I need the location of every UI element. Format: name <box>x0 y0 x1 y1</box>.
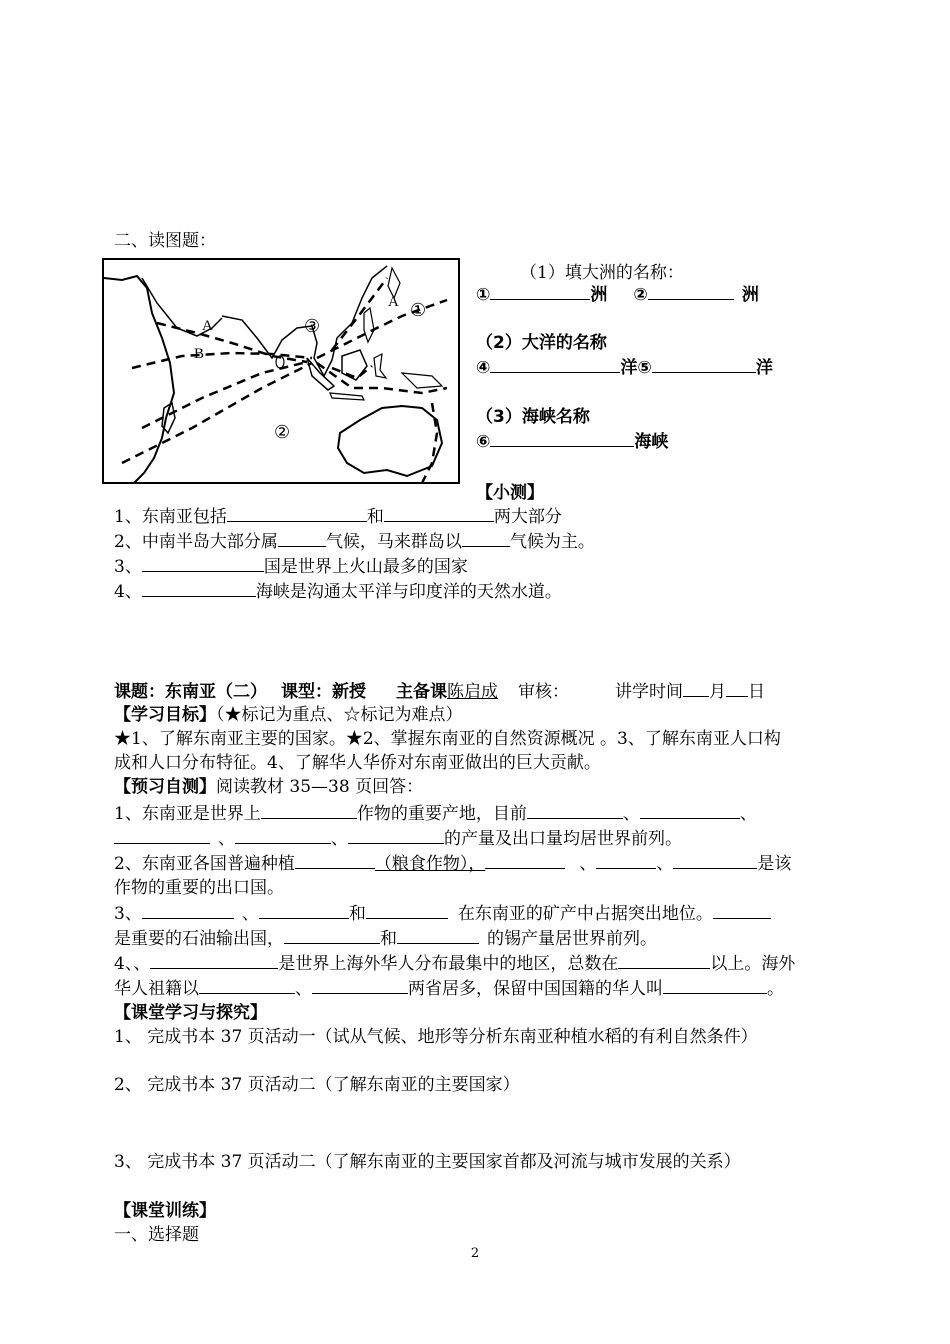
preview-blank[interactable] <box>114 827 210 844</box>
preview-blank[interactable] <box>640 802 740 819</box>
india-coast <box>222 316 312 358</box>
quiz-blank[interactable] <box>462 530 510 547</box>
preview-item-2b: 作物的重要的出口国。 <box>114 878 284 898</box>
month-blank[interactable] <box>683 680 709 697</box>
preview-item-1: 1、东南亚是世界上 作物的重要产地，目前 、 、 <box>114 804 757 824</box>
australia-shape <box>338 406 442 476</box>
question-1-title: （1）填大洲的名称： <box>520 263 684 283</box>
preview-blank[interactable] <box>485 852 565 869</box>
preview-item-1b: 、 、 的产量及出口量均居世界前列。 <box>114 827 682 850</box>
map-label-a2: A <box>388 294 399 310</box>
question-2-title: （2）大洋的名称 <box>476 333 607 353</box>
preview-blank[interactable] <box>259 902 349 919</box>
preview-blank[interactable] <box>284 927 380 944</box>
classroom-heading: 【课堂学习与探究】 <box>114 1003 267 1023</box>
day-blank[interactable] <box>726 680 748 697</box>
author-name: 陈启成 <box>447 682 498 702</box>
preview-blank[interactable] <box>348 827 444 844</box>
quiz-blank[interactable] <box>278 530 326 547</box>
activity-1: 1、 完成书本 37 页活动一（试从气候、地形等分析东南亚种植水稻的有利自然条件） <box>114 1027 758 1047</box>
preview-heading: 【预习自测】阅读教材 35—38 页回答： <box>114 777 424 797</box>
africa-coast <box>104 276 174 483</box>
preview-blank[interactable] <box>142 902 234 919</box>
preview-blank[interactable] <box>199 977 295 994</box>
preview-item-3: 3、 、 和 在东南亚的矿产中占据突出地位。 <box>114 902 771 925</box>
quiz-blank[interactable] <box>142 555 264 572</box>
training-subheading: 一、选择题 <box>114 1225 199 1245</box>
indochina-coast <box>312 266 387 376</box>
southeast-asia-map <box>102 258 460 484</box>
preview-blank[interactable] <box>150 952 278 969</box>
lesson-header: 课题：东南亚（二） 课型：新授 主备课陈启成 审核： 讲学时间 月 日 <box>114 682 765 702</box>
quiz-item-2: 2、中南半岛大部分属 气候，马来群岛以 气候为主。 <box>114 532 595 552</box>
section-title: 二、读图题： <box>114 231 216 251</box>
answer-blank-2[interactable] <box>648 283 734 300</box>
map-label-a1: A <box>202 318 213 334</box>
activity-2: 2、 完成书本 37 页活动二（了解东南亚的主要国家） <box>114 1075 520 1095</box>
question-3-title: （3）海峡名称 <box>476 407 590 427</box>
quiz-item-4: 4、 海峡是沟通太平洋与印度洋的天然水道。 <box>114 582 562 602</box>
preview-blank[interactable] <box>235 827 331 844</box>
page-number: 2 <box>470 1246 480 1261</box>
preview-item-4: 4、、 是世界上海外华人分布最集中的地区，总数在 以上。海外 <box>114 954 796 974</box>
quiz-item-3: 3、 国是世界上火山最多的国家 <box>114 557 468 577</box>
goals-line-1: ★1、了解东南亚主要的国家。★2、掌握东南亚的自然资源概况 。3、了解东南亚人口构 <box>114 729 781 749</box>
preview-blank[interactable] <box>713 902 771 919</box>
question-2-answers: ④ 洋⑤ 洋 <box>476 358 773 378</box>
answer-blank-5[interactable] <box>652 356 756 373</box>
goals-heading: 【学习目标】（★标记为重点、☆标记为难点） <box>114 705 463 725</box>
question-3-answers: ⑥ 海峡 <box>476 432 669 452</box>
sulawesi-shape <box>374 354 386 378</box>
preview-blank[interactable] <box>295 852 375 869</box>
quiz-blank[interactable] <box>142 580 256 597</box>
new-guinea-shape <box>402 373 442 388</box>
training-heading: 【课堂训练】 <box>114 1201 216 1221</box>
preview-item-3b: 是重要的石油输出国， 和 的锡产量居世界前列。 <box>114 929 657 949</box>
preview-blank[interactable] <box>596 852 656 869</box>
quiz-item-1: 1、东南亚包括 和 两大部分 <box>114 507 562 527</box>
quiz-blank[interactable] <box>227 505 367 522</box>
preview-item-2: 2、东南亚各国普遍种植 （粮食作物）， 、 、 是该 <box>114 854 792 874</box>
quiz-blank[interactable] <box>384 505 494 522</box>
philippines-shape <box>364 308 374 342</box>
answer-blank-1[interactable] <box>490 283 590 300</box>
goals-line-2: 成和人口分布特征。4、了解华人华侨对东南亚做出的巨大贡献。 <box>114 753 601 773</box>
question-1-answers: ① 洲 ② 洲 <box>476 285 759 305</box>
quiz-heading: 【小测】 <box>476 483 544 503</box>
preview-blank[interactable] <box>312 977 408 994</box>
map-label-c1: ① <box>410 300 427 321</box>
answer-blank-4[interactable] <box>490 356 620 373</box>
preview-blank[interactable] <box>397 927 479 944</box>
preview-blank[interactable] <box>261 802 357 819</box>
preview-blank[interactable] <box>663 977 767 994</box>
activity-3: 3、 完成书本 37 页活动二（了解东南亚的主要国家首都及河流与城市发展的关系） <box>114 1152 741 1172</box>
preview-item-4b: 华人祖籍以 、 两省居多，保留中国国籍的华人叫 。 <box>114 979 784 999</box>
answer-blank-6[interactable] <box>490 430 634 447</box>
map-label-c3: ③ <box>304 316 321 337</box>
preview-blank[interactable] <box>618 952 710 969</box>
borneo-shape <box>342 350 367 380</box>
map-label-b: B <box>194 346 205 362</box>
preview-blank[interactable] <box>673 852 757 869</box>
map-label-c2: ② <box>274 422 291 443</box>
java-shape <box>330 393 364 400</box>
preview-blank[interactable] <box>527 802 623 819</box>
preview-blank[interactable] <box>366 902 448 919</box>
